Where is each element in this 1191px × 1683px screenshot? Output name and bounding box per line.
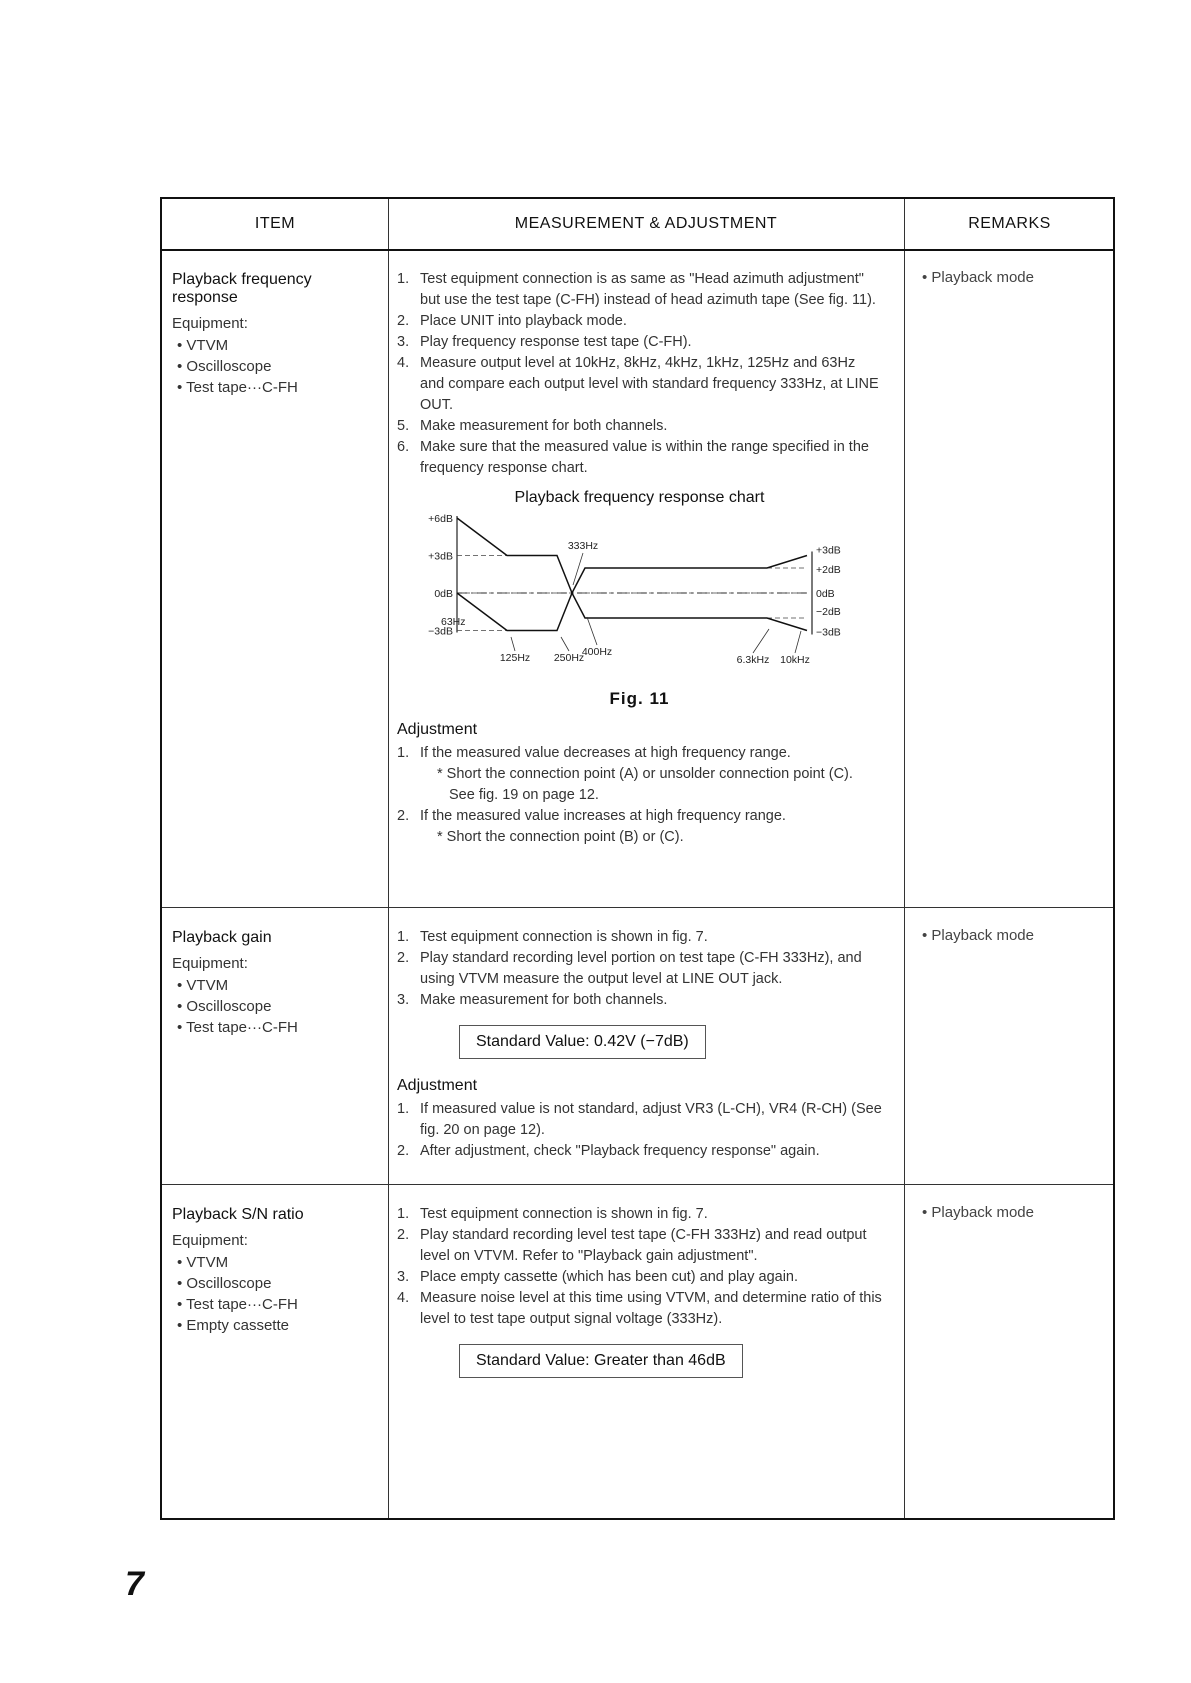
label-pointer: [511, 637, 515, 651]
y-tick-label-right: +2dB: [816, 564, 841, 576]
column-divider: [388, 199, 389, 1518]
equipment-item: • Test tape···C-FH: [177, 1294, 372, 1315]
step: 6. Make sure that the measured value is within the range specified in the frequency response chart.: [397, 439, 869, 476]
y-tick-label-right: +3dB: [816, 544, 841, 557]
step: 4. Measure output level at 10kHz, 8kHz, 4kHz, 1kHz, 125Hz and 63Hz and compare each output level with standard frequency 333Hz, at LINE OUT.: [397, 355, 879, 413]
step: 2. Play standard recording level portion on test tape (C-FH 333Hz), and using VTVM measure the output level at LINE OUT jack.: [397, 950, 862, 987]
x-label: 6.3kHz: [736, 654, 770, 666]
adjustment-note: * Short the connection point (A) or unsolder connection point (C).: [437, 766, 853, 782]
column-divider: [904, 199, 905, 1518]
adjustment-step: 2. After adjustment, check "Playback frequency response" again.: [397, 1143, 820, 1159]
frequency-response-chart: [397, 513, 877, 683]
adjustment-list: [397, 1099, 882, 1162]
equipment-item: • Oscilloscope: [177, 996, 372, 1017]
step: 3. Play frequency response test tape (C-FH).: [397, 334, 692, 350]
y-tick-label-left: +6dB: [428, 513, 453, 525]
adjustment-table: [160, 197, 1115, 1520]
header-item: ITEM: [254, 215, 296, 232]
x-label: 10kHz: [780, 654, 810, 666]
y-tick-label-left: +3dB: [428, 550, 453, 563]
equipment-item: • Test tape···C-FH: [177, 1017, 372, 1038]
adjustment-list: [397, 743, 882, 764]
series-line-lower-limit: [457, 593, 807, 631]
adjustment-step: 1. If the measured value decreases at high frequency range.: [397, 745, 791, 761]
step: 5. Make measurement for both channels.: [397, 418, 668, 434]
step-list: [397, 269, 882, 479]
header-remarks: REMARKS: [968, 215, 1051, 232]
x-label: 250Hz: [553, 652, 585, 664]
adjustment-heading: Adjustment: [397, 1077, 478, 1094]
y-tick-label-right: −3dB: [816, 626, 841, 639]
remark-playback-mode: • Playback mode: [922, 269, 1034, 286]
item-title: Playback frequency response: [172, 271, 312, 306]
x-label: 63Hz: [441, 616, 466, 628]
measurement-playback-gain: [397, 927, 882, 1162]
header-measurement: MEASUREMENT & ADJUSTMENT: [514, 215, 778, 232]
equipment-label: Equipment:: [172, 955, 248, 972]
equipment-label: Equipment:: [172, 1232, 248, 1249]
step: 3. Make measurement for both channels.: [397, 992, 668, 1008]
step-list: [397, 927, 882, 1011]
series-line-upper-limit: [457, 518, 807, 593]
equipment-list: [172, 335, 372, 398]
label-pointer: [753, 629, 769, 653]
header-divider: [162, 249, 1113, 251]
y-tick-label-left: 0dB: [434, 588, 453, 600]
x-label: 400Hz: [581, 646, 613, 658]
page-number: 7: [125, 1565, 144, 1603]
label-pointer: [561, 637, 569, 651]
label-pointer: [795, 631, 801, 653]
adjustment-step: 2. If the measured value increases at high frequency range.: [397, 808, 786, 824]
adjustment-heading: Adjustment: [397, 721, 478, 738]
equipment-item: • Oscilloscope: [177, 356, 372, 377]
equipment-list: [172, 1252, 372, 1336]
measurement-playback-frequency-response: [397, 269, 882, 848]
equipment-list: [172, 975, 372, 1038]
equipment-item: • Test tape···C-FH: [177, 377, 372, 398]
x-label: 333Hz: [567, 540, 599, 552]
chart-title: Playback frequency response chart: [514, 489, 765, 506]
step-list: [397, 1204, 882, 1330]
figure-label: Fig. 11: [609, 689, 670, 708]
step: 3. Place empty cassette (which has been cut) and play again.: [397, 1269, 799, 1285]
equipment-item: • VTVM: [177, 1252, 372, 1273]
item-playback-gain: [172, 929, 372, 1038]
equipment-item: • Oscilloscope: [177, 1273, 372, 1294]
y-tick-label-right: −2dB: [816, 606, 841, 618]
step: 2. Play standard recording level test tape (C-FH 333Hz) and read output level on VTVM. Refer to "Playback gain adjustment".: [397, 1227, 867, 1264]
item-playback-sn-ratio: [172, 1206, 372, 1336]
equipment-item: • VTVM: [177, 975, 372, 996]
standard-value-box: Standard Value: 0.42V (−7dB): [459, 1025, 706, 1059]
remark-playback-mode: • Playback mode: [922, 927, 1034, 944]
item-title: Playback gain: [172, 929, 272, 946]
adjustment-step: 1. If measured value is not standard, adjust VR3 (L-CH), VR4 (R-CH) (See fig. 20 on page 12).: [397, 1101, 882, 1138]
label-pointer: [587, 617, 597, 645]
equipment-item: • VTVM: [177, 335, 372, 356]
step: 1. Test equipment connection is as same as "Head azimuth adjustment" but use the test tape (C-FH) instead of head azimuth tape (See fig. 11).: [397, 271, 876, 308]
adjustment-note: * Short the connection point (B) or (C).: [437, 829, 684, 845]
x-label: 125Hz: [499, 652, 531, 664]
step: 2. Place UNIT into playback mode.: [397, 313, 627, 329]
adjustment-note: See fig. 19 on page 12.: [449, 787, 599, 803]
row-divider: [162, 907, 1113, 908]
row-divider: [162, 1184, 1113, 1185]
step: 1. Test equipment connection is shown in fig. 7.: [397, 1206, 708, 1222]
standard-value-box: Standard Value: Greater than 46dB: [459, 1344, 743, 1378]
equipment-item: • Empty cassette: [177, 1315, 372, 1336]
step: 1. Test equipment connection is shown in fig. 7.: [397, 929, 708, 945]
measurement-playback-sn-ratio: [397, 1204, 882, 1378]
step: 4. Measure noise level at this time using VTVM, and determine ratio of this level to test tape output signal voltage (333Hz).: [397, 1290, 882, 1327]
equipment-label: Equipment:: [172, 315, 248, 332]
item-playback-frequency-response: [172, 271, 372, 398]
y-tick-label-right: 0dB: [816, 588, 835, 600]
item-title: Playback S/N ratio: [172, 1206, 304, 1223]
adjustment-list: [397, 806, 882, 827]
y-tick-label-left: −3dB: [428, 625, 453, 638]
remark-playback-mode: • Playback mode: [922, 1204, 1034, 1221]
